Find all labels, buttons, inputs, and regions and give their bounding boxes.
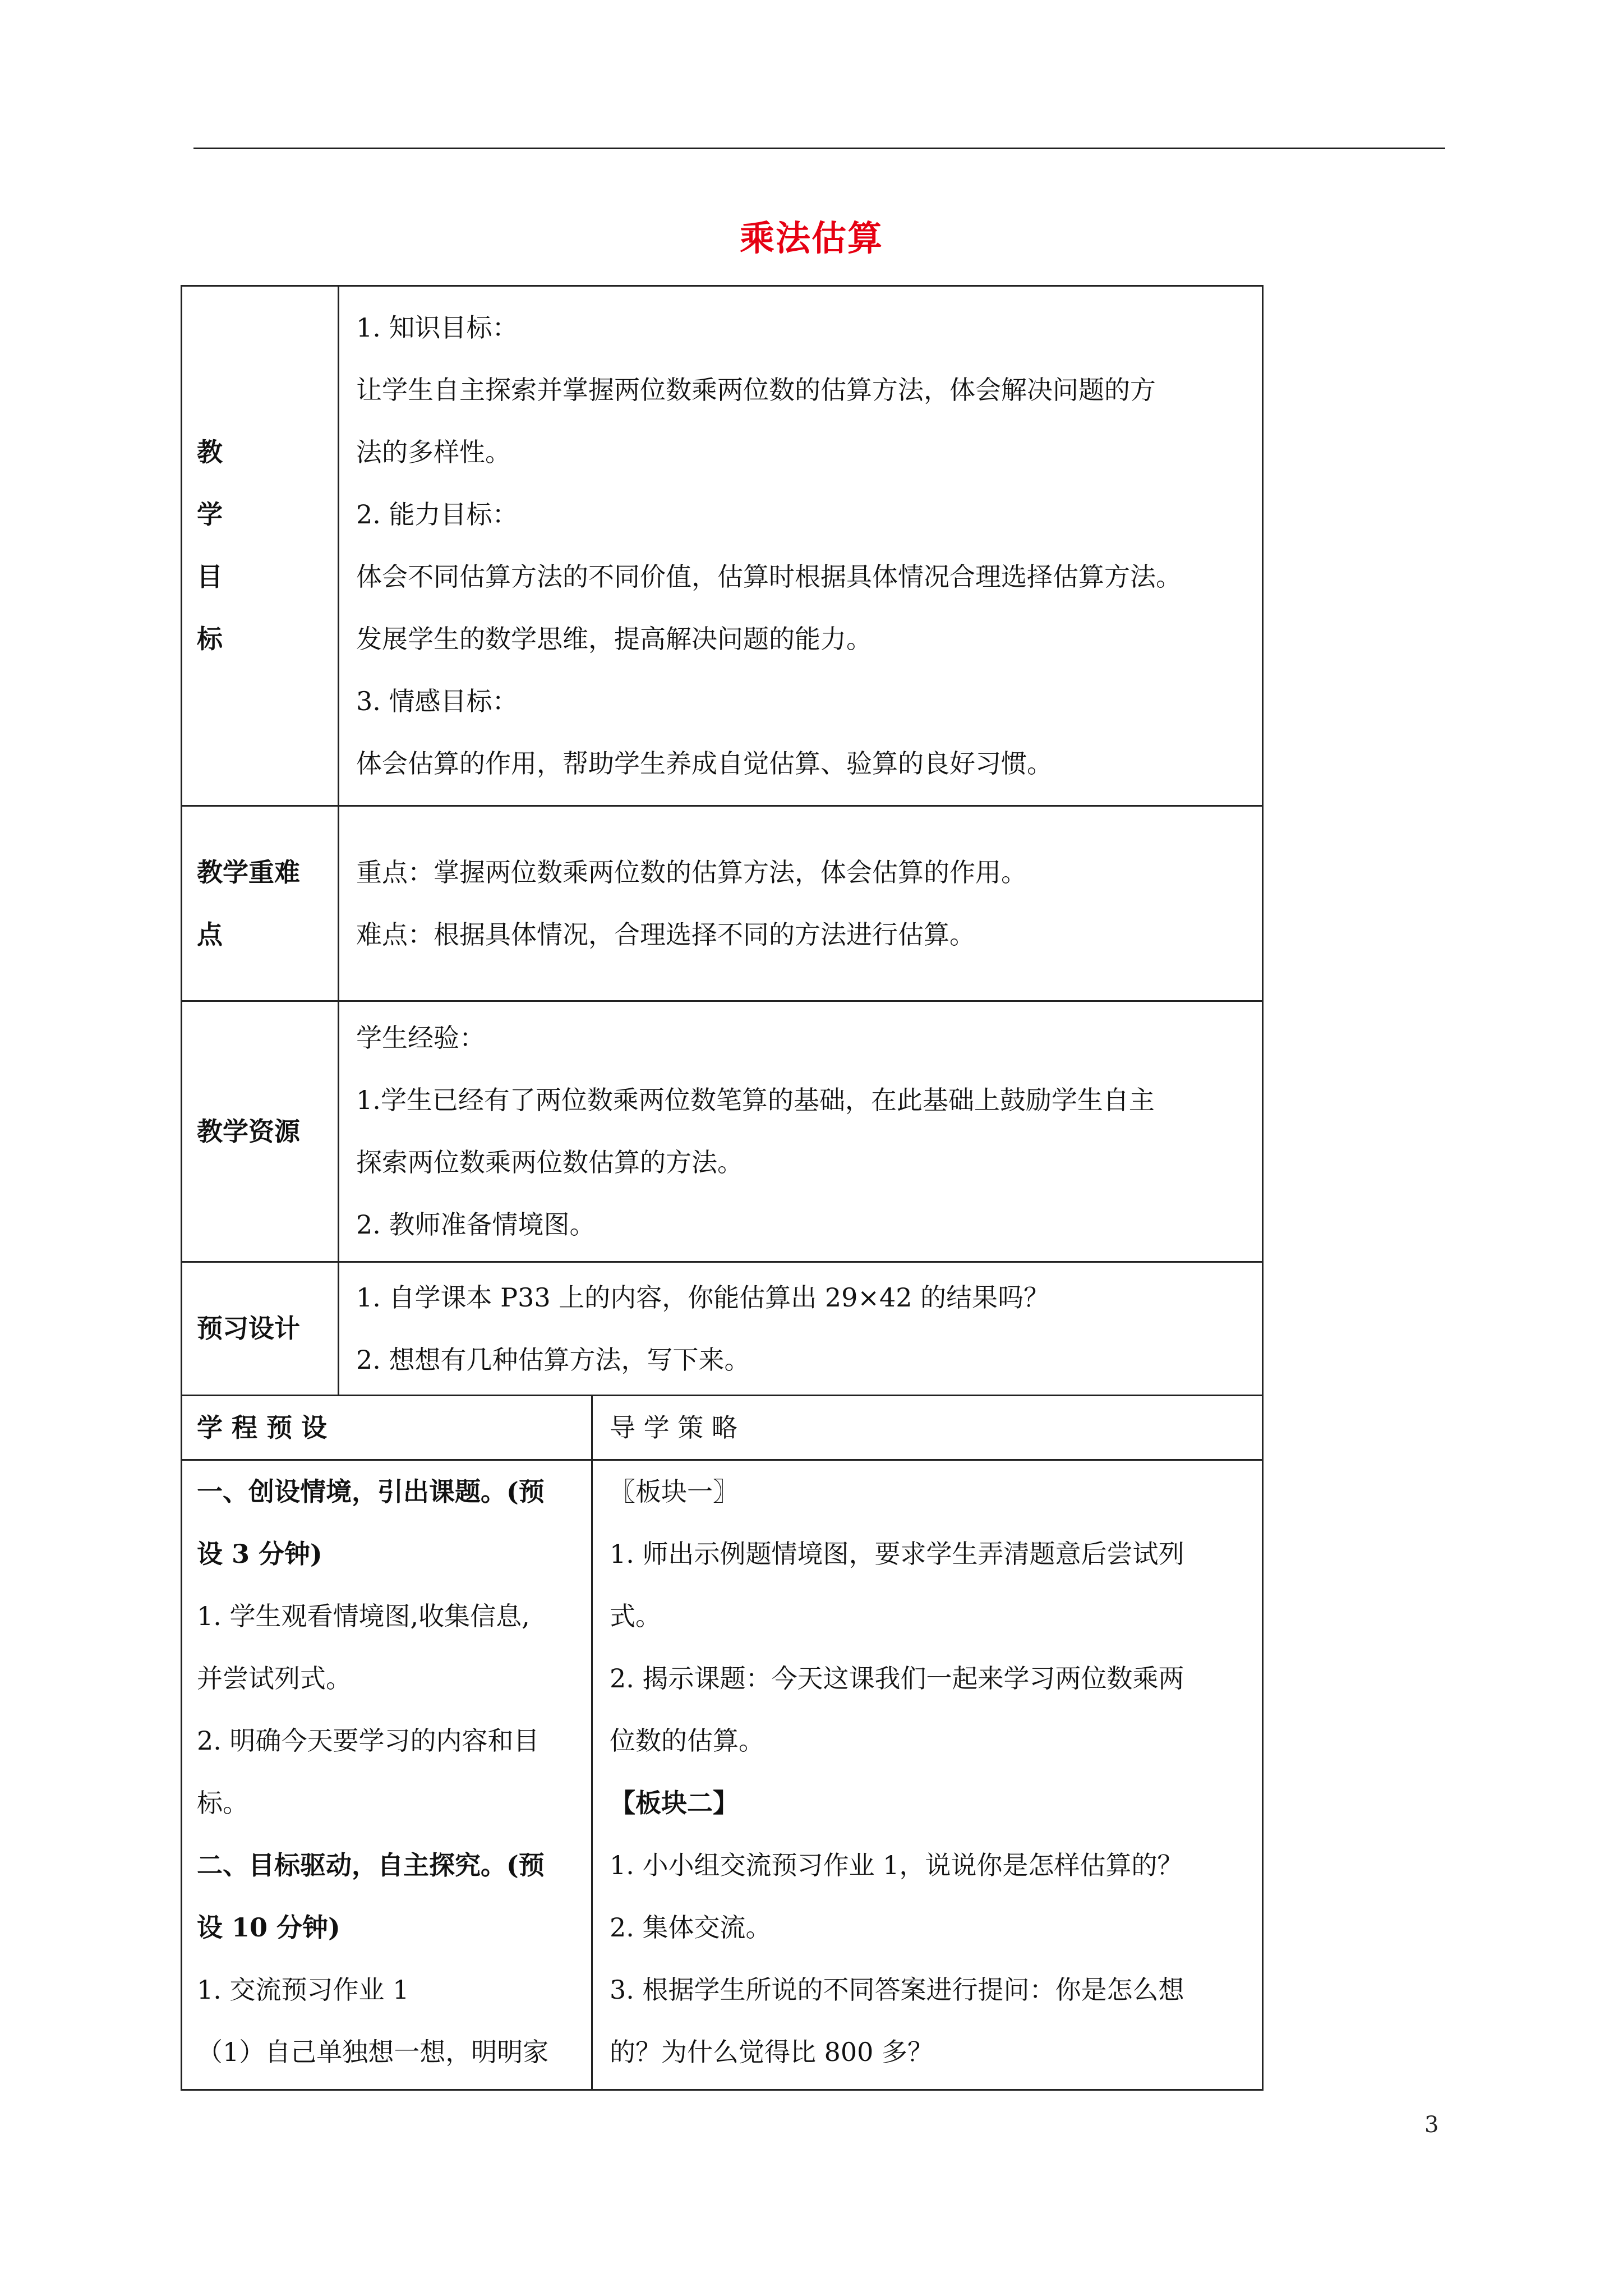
process-left-line: 标。 (197, 1788, 248, 1818)
preview-label: 预习设计 (182, 1262, 339, 1396)
process-left-line: 二、目标驱动，自主探究。(预 (197, 1850, 545, 1880)
objective-line: 3. 情感目标： (356, 686, 518, 716)
process-right-line: 【板块二】 (610, 1788, 739, 1818)
process-left-line: 1. 学生观看情境图,收集信息, (197, 1601, 530, 1631)
process-left-column (182, 1460, 592, 2090)
objective-line: 体会不同估算方法的不同价值，估算时根据具体情况合理选择估算方法。 (356, 562, 1182, 592)
preview-line: 2. 想想有几种估算方法，写下来。 (356, 1344, 750, 1375)
resources-row (182, 1001, 1263, 1262)
resources-label: 教学资源 (182, 1001, 339, 1262)
objectives-row (182, 286, 1263, 806)
key-point-line: 难点：根据具体情况，合理选择不同的方法进行估算。 (356, 919, 975, 950)
process-right-line: 〖板块一〗 (610, 1476, 739, 1507)
page-title: 乘法估算 (739, 218, 883, 259)
page-number: 3 (1424, 2112, 1439, 2138)
resource-line: 学生经验： (356, 1023, 485, 1053)
process-left-line: （1）自己单独想一想，明明家 (197, 2037, 549, 2067)
objectives-content (339, 286, 1263, 806)
process-header-left: 学 程 预 设 (182, 1396, 592, 1460)
objectives-label-char: 学 (197, 499, 223, 530)
process-left-line: 1. 交流预习作业 1 (197, 1975, 409, 2005)
process-right-line: 1. 师出示例题情境图，要求学生弄清题意后尝试列 (610, 1539, 1184, 1569)
key-points-row (182, 806, 1263, 1001)
objective-line: 体会估算的作用，帮助学生养成自觉估算、验算的良好习惯。 (356, 748, 1053, 779)
objectives-label-char: 教 (197, 437, 223, 467)
process-left-line: 一、创设情境，引出课题。(预 (197, 1476, 545, 1507)
objective-line: 发展学生的数学思维，提高解决问题的能力。 (356, 624, 872, 654)
objective-line: 1. 知识目标： (356, 312, 518, 343)
key-points-label-line: 教学重难 (197, 857, 300, 887)
objectives-label-char: 标 (197, 624, 223, 654)
preview-content (339, 1262, 1263, 1396)
process-left-line: 2. 明确今天要学习的内容和目 (197, 1726, 540, 1756)
key-points-label-line: 点 (197, 919, 223, 950)
preview-line: 1. 自学课本 P33 上的内容，你能估算出 29×42 的结果吗？ (356, 1282, 1050, 1313)
objectives-label (182, 286, 339, 806)
process-left-line: 设 10 分钟) (197, 1912, 340, 1943)
objective-line: 法的多样性。 (356, 437, 511, 467)
resources-content (339, 1001, 1263, 1262)
process-right-column (592, 1460, 1263, 2090)
preview-row (182, 1262, 1263, 1396)
key-points-content (339, 806, 1263, 1001)
process-header-right: 导 学 策 略 (592, 1396, 1263, 1460)
objectives-label-char: 目 (197, 562, 223, 592)
key-point-line: 重点：掌握两位数乘两位数的估算方法，体会估算的作用。 (356, 857, 1027, 887)
process-right-line: 式。 (610, 1601, 661, 1631)
process-right-line: 2. 揭示课题：今天这课我们一起来学习两位数乘两 (610, 1663, 1184, 1694)
process-left-line: 并尝试列式。 (197, 1663, 352, 1694)
resource-line: 探索两位数乘两位数估算的方法。 (356, 1147, 743, 1177)
process-right-line: 的？为什么觉得比 800 多？ (610, 2037, 934, 2067)
process-right-line: 位数的估算。 (610, 1726, 764, 1756)
key-points-label (182, 806, 339, 1001)
process-left-line: 设 3 分钟) (197, 1539, 322, 1569)
lesson-plan-table (181, 285, 1264, 2091)
process-right-line: 3. 根据学生所说的不同答案进行提问：你是怎么想 (610, 1975, 1184, 2005)
header-rule (193, 148, 1445, 149)
process-right-line: 1. 小小组交流预习作业 1，说说你是怎样估算的？ (610, 1850, 1183, 1880)
process-header-row (182, 1396, 1263, 1460)
process-body-row (182, 1460, 1263, 2090)
process-right-line: 2. 集体交流。 (610, 1912, 772, 1943)
resource-line: 2. 教师准备情境图。 (356, 1209, 596, 1240)
objective-line: 2. 能力目标： (356, 499, 518, 530)
objective-line: 让学生自主探索并掌握两位数乘两位数的估算方法，体会解决问题的方 (356, 375, 1156, 405)
resource-line: 1.学生已经有了两位数乘两位数笔算的基础，在此基础上鼓励学生自主 (356, 1085, 1155, 1115)
